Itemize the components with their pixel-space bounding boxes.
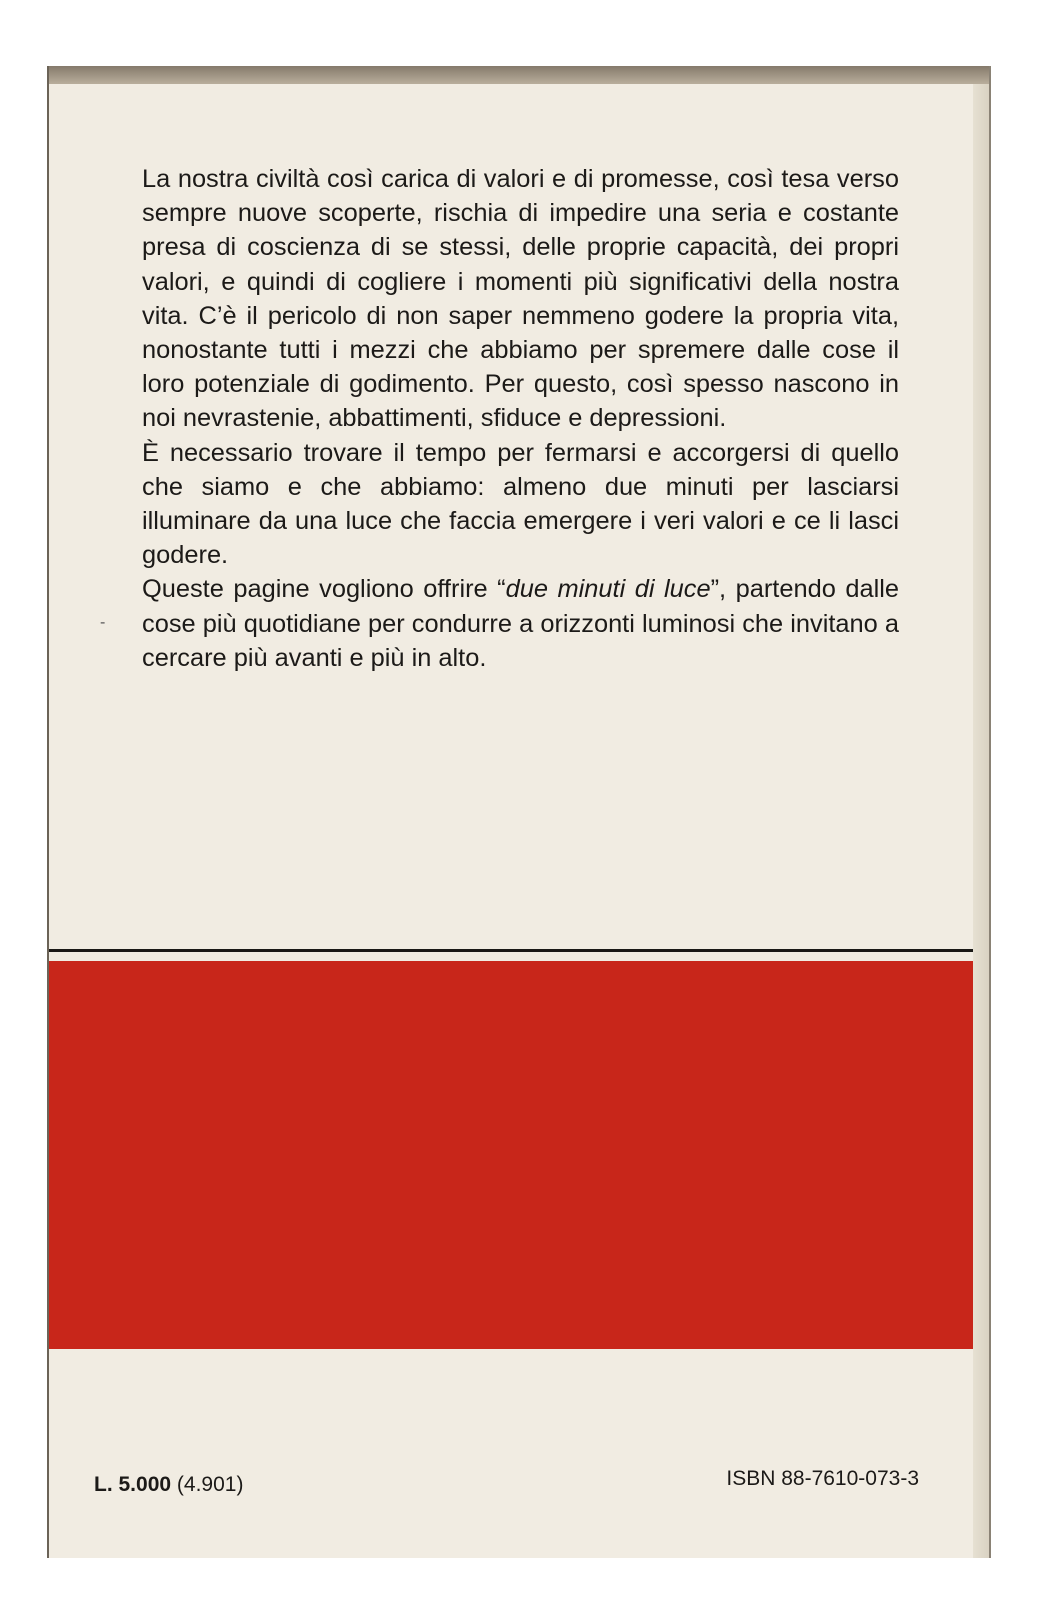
isbn-label: ISBN 88-7610-073-3	[726, 1467, 919, 1490]
blurb-p3-rest: ”, partendo dalle cose più quotidiane per condurre a orizzonti luminosi che invitano a cercare più avanti e più in alto.	[142, 575, 899, 672]
cover-top-edge	[49, 66, 989, 84]
stray-mark: -	[100, 614, 106, 631]
cover-right-edge	[973, 84, 989, 1558]
price-amount: L. 5.000	[94, 1473, 172, 1496]
blurb-paragraph-3	[142, 572, 899, 675]
blurb-p3-lead: Queste pagine vogliono offrire “	[142, 575, 506, 604]
price-label	[94, 1473, 243, 1497]
blurb-text	[142, 162, 899, 675]
blurb-p3-emphasis: due minuti di luce	[505, 575, 711, 604]
blurb-paragraph-2: È necessario trovare il tempo per fermarsi e accorgersi di quello che siamo e che abbiamo: almeno due minuti per lasciarsi illuminare da una luce che faccia emergere i veri valori e ce li lasci godere.	[142, 438, 899, 570]
blurb-paragraph-1: La nostra civiltà così carica di valori e di promesse, così tesa verso sempre nuove scoperte, rischia di impedire una seria e costante presa di coscienza di se stessi, delle proprie capacità, dei propri valori, e quindi di cogliere i momenti più significativi della nostra vita. C’è il pericolo di non saper nemmeno godere la propria vita, nonostante tutti i mezzi che abbiamo per spremere dalle cose il loro potenziale di godimento. Per questo, così spesso nascono in noi nevrastenie, abbattimenti, sfiduce e depressioni.	[142, 165, 899, 433]
divider-rule	[49, 949, 973, 952]
red-band	[49, 961, 973, 1349]
book-back-cover	[47, 66, 989, 1558]
price-extra: (4.901)	[176, 1473, 244, 1496]
